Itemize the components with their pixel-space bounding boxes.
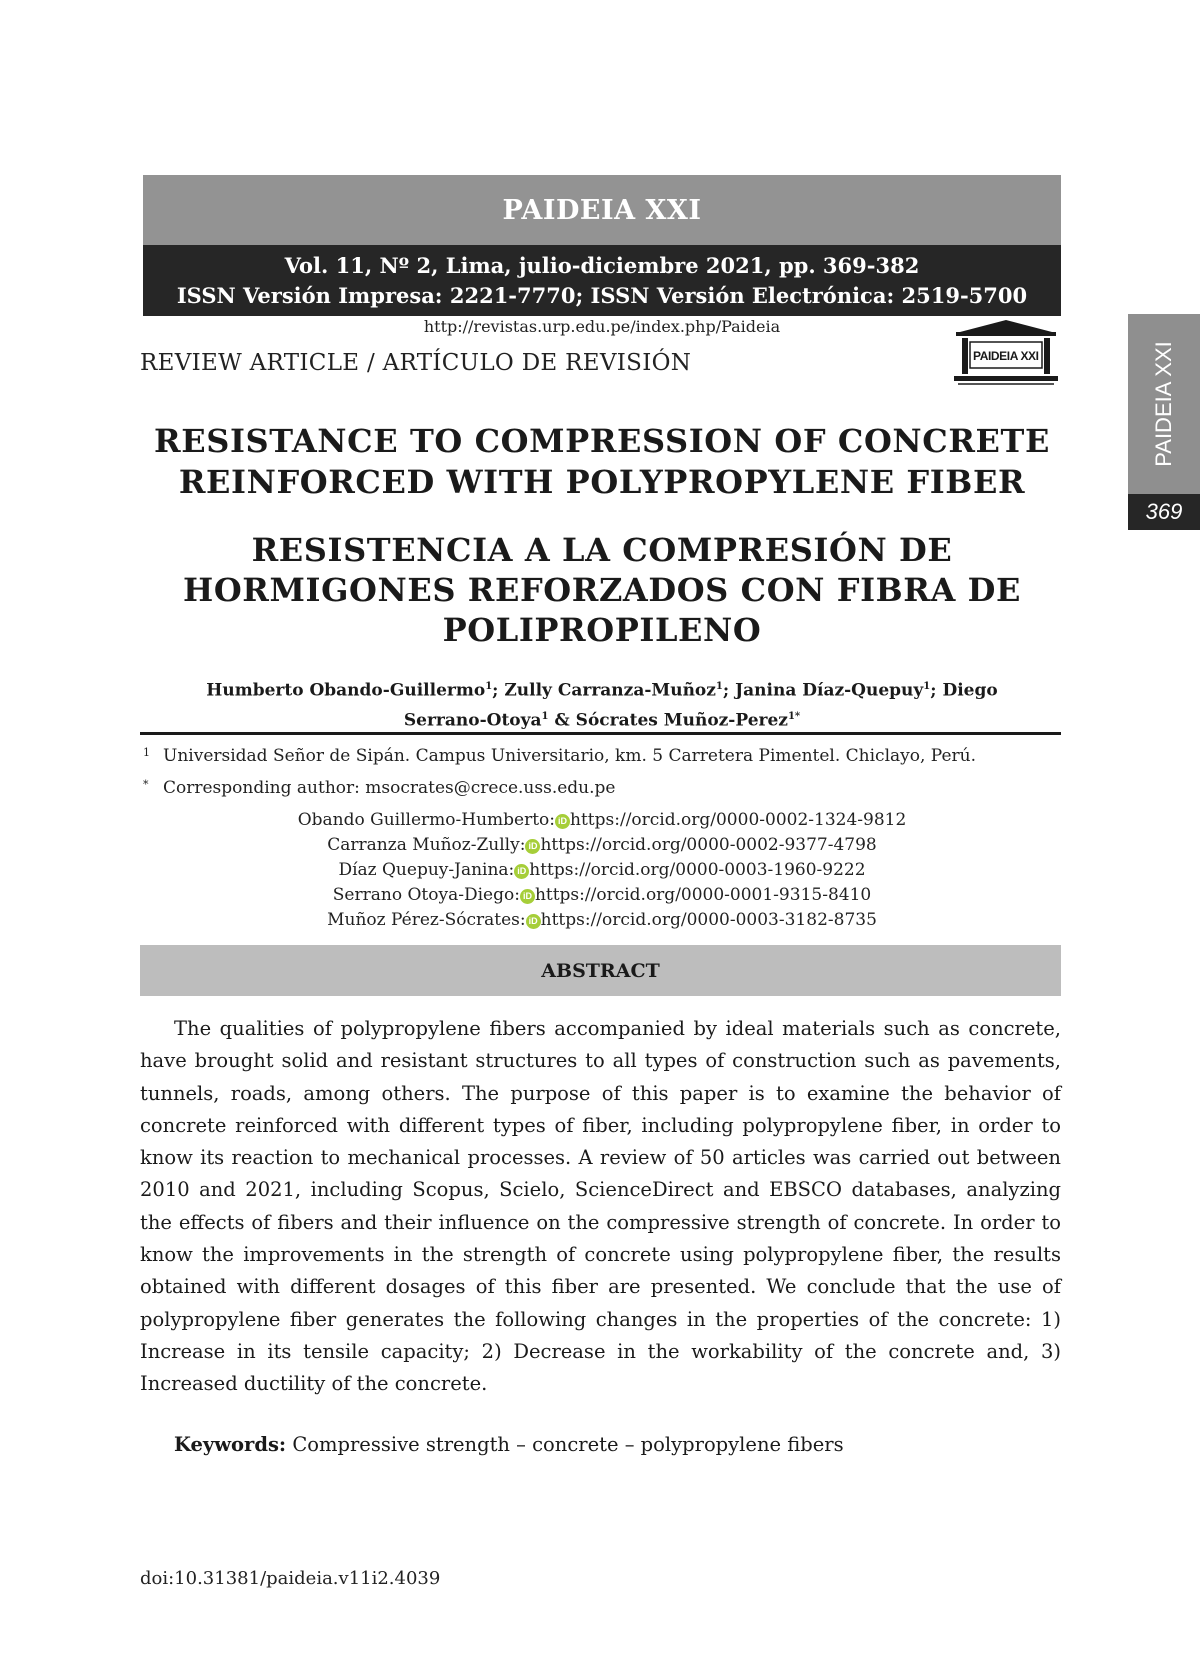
orcid-icon: iD	[555, 814, 570, 829]
orcid-entry	[143, 858, 1061, 883]
affiliation-mark: 1	[485, 681, 493, 692]
affiliation-mark: 1	[715, 681, 723, 692]
abstract-heading-band	[140, 945, 1061, 996]
author-name: Humberto Obando-Guillermo	[206, 680, 486, 701]
title-english	[143, 421, 1061, 503]
title-spanish-line: POLIPROPILENO	[442, 611, 762, 649]
issn-line: ISSN Versión Impresa: 2221-7770; ISSN Versión Electrónica: 2519-5700	[176, 282, 1028, 308]
author-name: Serrano-Otoya	[403, 710, 542, 731]
corresponding-author	[143, 778, 615, 798]
title-english-line: RESISTANCE TO COMPRESSION OF CONCRETE	[154, 422, 1050, 460]
orcid-author-name: Serrano Otoya-Diego:	[332, 885, 520, 905]
corresponding-mark: *	[794, 710, 801, 722]
article-type: REVIEW ARTICLE / ARTÍCULO DE REVISIÓN	[140, 350, 692, 376]
orcid-icon: iD	[520, 889, 535, 904]
journal-url[interactable]: http://revistas.urp.edu.pe/index.php/Paideia	[423, 317, 781, 336]
corresponding-text: Corresponding author: msocrates@crece.uss.edu.pe	[163, 778, 616, 798]
keywords-label: Keywords:	[174, 1433, 287, 1456]
logo-text: PAIDEIA XXI	[973, 349, 1039, 363]
keywords-text: Compressive strength – concrete – polypropylene fibers	[292, 1433, 844, 1456]
keywords	[174, 1433, 844, 1456]
orcid-list	[143, 808, 1061, 933]
author-name: & Sócrates Muñoz-Perez	[548, 710, 788, 731]
orcid-link[interactable]: https://orcid.org/0000-0001-9315-8410	[534, 885, 872, 905]
orcid-author-name: Díaz Quepuy-Janina:	[338, 860, 515, 880]
issue-line: Vol. 11, Nº 2, Lima, julio-diciembre 2021, pp. 369-382	[284, 252, 920, 278]
orcid-entry	[143, 833, 1061, 858]
doi[interactable]: doi:10.31381/paideia.v11i2.4039	[140, 1568, 441, 1589]
abstract-body: The qualities of polypropylene fibers accompanied by ideal materials such as concrete, have brought solid and resistant structures to all types of construction such as pavements, tunnels, roads, among others. The purpose of this paper is to examine the behavior of concrete reinforced with different types of fiber, including polypropylene fiber, in order to know its reaction to mechanical processes. A review of 50 articles was carried out between 2010 and 2021, including Scopus, Scielo, ScienceDirect and EBSCO databases, analyzing the effects of fibers and their influence on the compressive strength of concrete. In order to know the improvements in the strength of concrete using polypropylene fiber, the results obtained with different dosages of this fiber are presented. We conclude that the use of polypropylene fiber generates the following changes in the properties of the concrete: 1) Increase in its tensile capacity; 2) Decrease in the workability of the concrete and, 3) Increased ductility of the concrete.	[140, 1017, 1061, 1396]
title-english-line: REINFORCED WITH POLYPROPYLENE FIBER	[178, 463, 1026, 501]
orcid-entry	[143, 883, 1061, 908]
author-name: ; Janina Díaz-Quepuy	[722, 680, 924, 701]
side-tab-label: PAIDEIA XXI	[1151, 341, 1176, 467]
orcid-author-name: Carranza Muñoz-Zully:	[327, 835, 526, 855]
title-spanish-line: HORMIGONES REFORZADOS CON FIBRA DE	[183, 571, 1021, 609]
section-divider	[140, 732, 1061, 735]
orcid-link[interactable]: https://orcid.org/0000-0003-3182-8735	[540, 910, 877, 930]
affiliation	[143, 746, 976, 766]
orcid-icon: iD	[514, 864, 529, 879]
orcid-author-name: Obando Guillermo-Humberto:	[297, 810, 556, 830]
author-name: ; Diego	[930, 680, 998, 701]
orcid-icon: iD	[526, 914, 541, 929]
affiliation-mark: 1	[541, 710, 549, 722]
orcid-author-name: Muñoz Pérez-Sócrates:	[327, 910, 526, 930]
affiliation-marker: 1	[143, 746, 150, 759]
journal-name: PAIDEIA XXI	[502, 194, 702, 226]
title-spanish-line: RESISTENCIA A LA COMPRESIÓN DE	[251, 531, 953, 569]
journal-logo	[950, 318, 1062, 388]
issue-info-band	[143, 245, 1061, 316]
orcid-entry	[143, 908, 1061, 933]
page-number: 369	[1128, 494, 1200, 530]
title-spanish	[143, 530, 1061, 650]
journal-name-band	[143, 175, 1061, 245]
affiliation-text: Universidad Señor de Sipán. Campus Universitario, km. 5 Carretera Pimentel. Chiclayo, Perú.	[163, 746, 977, 766]
orcid-icon: iD	[525, 839, 540, 854]
orcid-link[interactable]: https://orcid.org/0000-0003-1960-9222	[529, 860, 866, 880]
abstract-heading: ABSTRACT	[541, 959, 660, 982]
corresponding-marker: *	[143, 778, 149, 791]
orcid-link[interactable]: https://orcid.org/0000-0002-9377-4798	[540, 835, 877, 855]
author-name: ; Zully Carranza-Muñoz	[492, 680, 716, 701]
affiliation-mark: 1	[923, 681, 931, 692]
author-list	[143, 674, 1061, 733]
affiliation-mark: 1	[787, 710, 795, 722]
orcid-link[interactable]: https://orcid.org/0000-0002-1324-9812	[570, 810, 907, 830]
orcid-entry	[143, 808, 1061, 833]
